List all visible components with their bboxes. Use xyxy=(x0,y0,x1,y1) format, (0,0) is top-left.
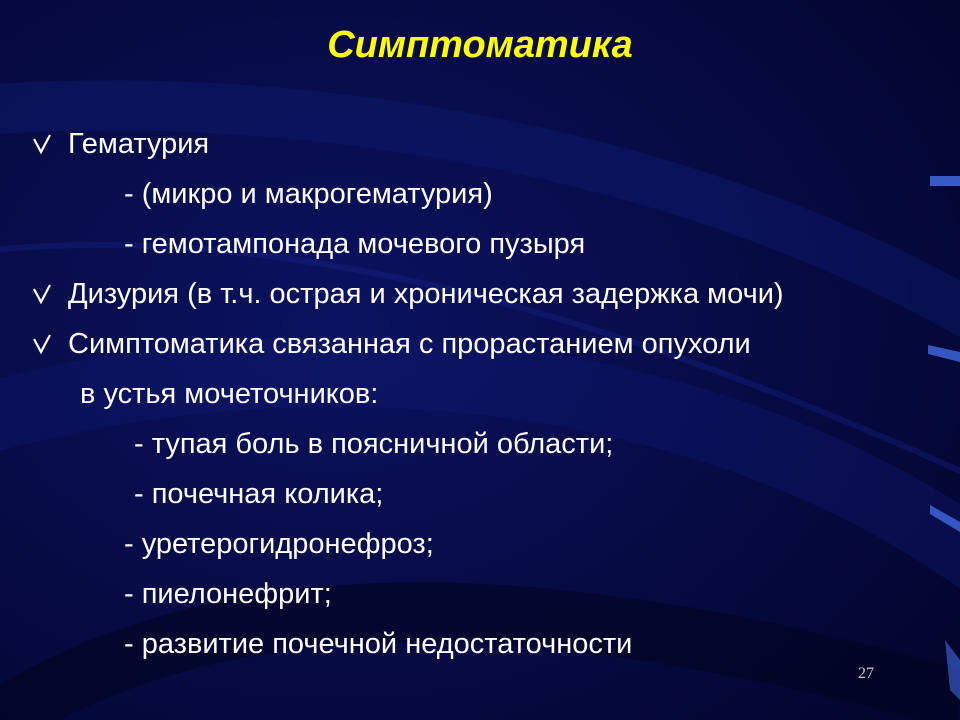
checkmark-icon xyxy=(32,126,52,162)
list-item: - уретерогидронефроз; xyxy=(124,528,434,560)
checkmark-icon xyxy=(32,276,52,312)
list-item: в устья мочеточников: xyxy=(80,378,379,410)
list-item: - тупая боль в поясничной области; xyxy=(134,428,614,460)
list-item: - (микро и макрогематурия) xyxy=(124,178,493,210)
slide-title: Симптоматика xyxy=(327,24,633,66)
checkmark-icon xyxy=(32,326,52,362)
list-item: Дизурия (в т.ч. острая и хроническая задержка мочи) xyxy=(68,278,784,310)
list-item: - пиелонефрит; xyxy=(124,578,332,610)
list-item: Гематурия xyxy=(68,128,210,160)
page-number: 27 xyxy=(858,665,874,682)
list-item: - гемотампонада мочевого пузыря xyxy=(124,228,586,260)
list-item: - почечная колика; xyxy=(134,478,384,510)
list-item: Симптоматика связанная с прорастанием опухоли xyxy=(68,328,751,360)
list-item: - развитие почечной недостаточности xyxy=(124,628,633,660)
